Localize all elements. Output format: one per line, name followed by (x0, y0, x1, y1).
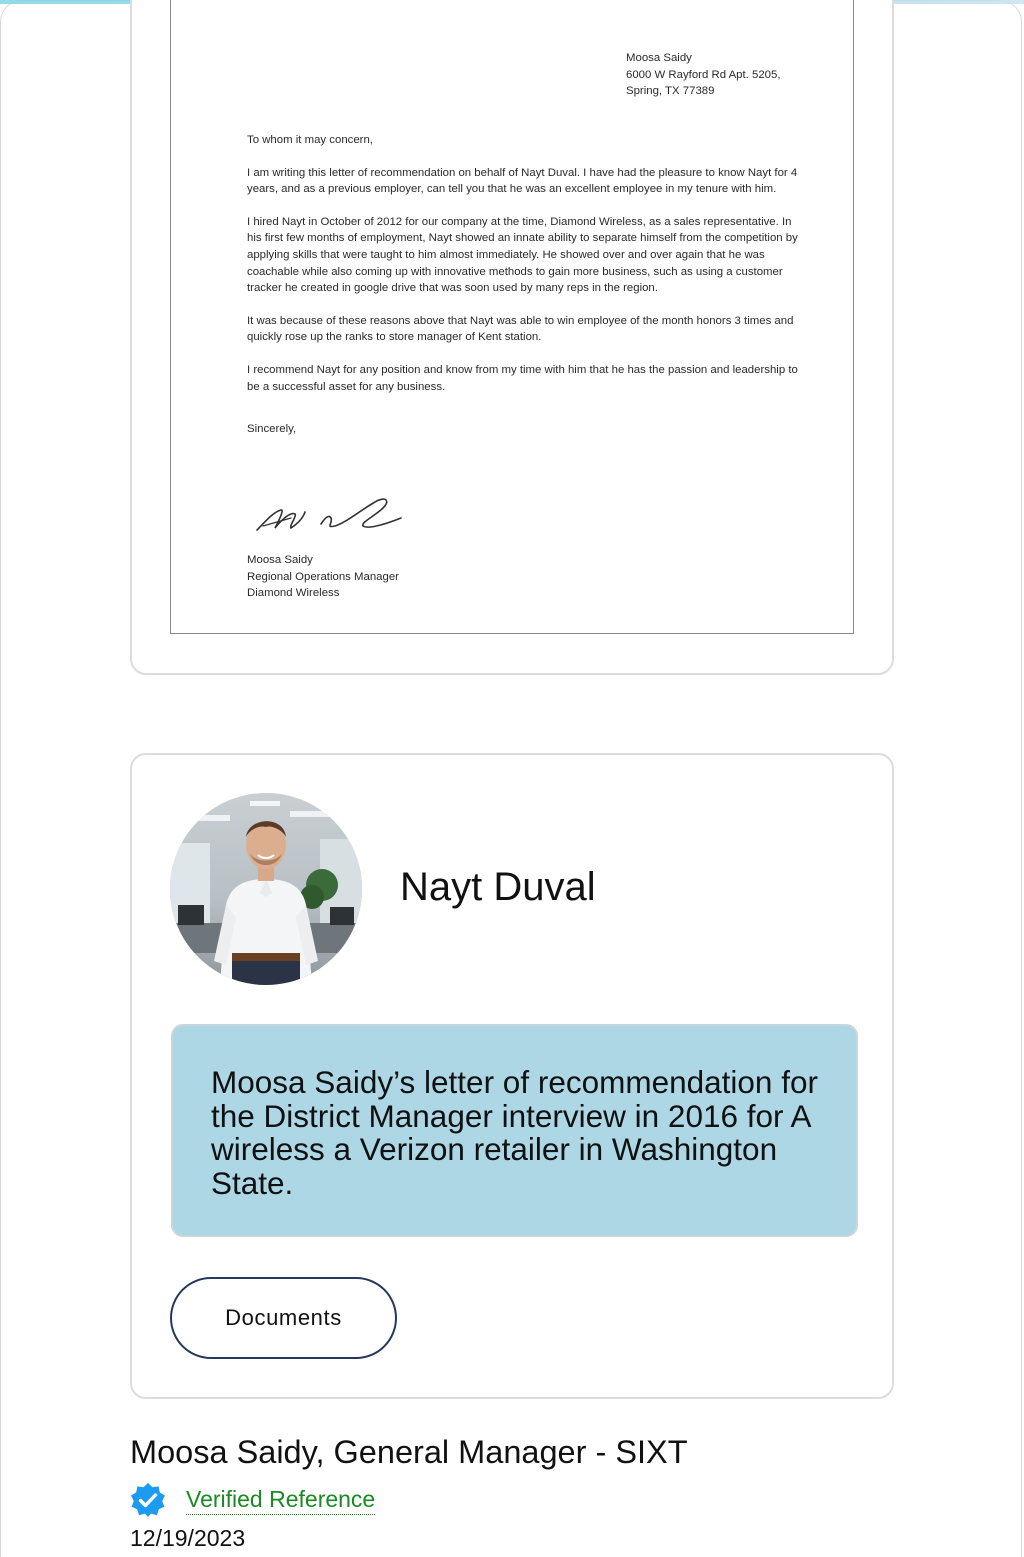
documents-button[interactable]: Documents (170, 1277, 397, 1359)
verified-row (130, 1481, 375, 1519)
reference-title: Moosa Saidy, General Manager - SIXT (130, 1434, 688, 1470)
avatar (170, 793, 362, 985)
letter-paragraph: I hired Nayt in October of 2012 for our company at the time, Diamond Wireless, as a sales representative. In his first few months of employment, Nayt showed an innate ability to separate himself from the competition by applying skills that were taught to him almost immediately. He showed over and over again that he was coachable while also coming up with innovative methods to gain more business, such as using a customer tracker he created in google drive that was soon used by many reps in the region. (247, 215, 798, 295)
person-name: Nayt Duval (400, 865, 596, 909)
signer-company: Diamond Wireless (247, 587, 340, 600)
description-text: Moosa Saidy’s letter of recommendation for the District Manager interview in 2016 for A wireless a Verizon retailer in Washington State. (211, 1064, 818, 1201)
signer-name: Moosa Saidy (247, 554, 313, 566)
verified-badge-icon (130, 1482, 166, 1518)
salutation: To whom it may concern, (247, 134, 373, 146)
reference-date: 12/19/2023 (130, 1525, 246, 1551)
signer-title: Regional Operations Manager (247, 570, 399, 583)
signer-block (247, 552, 547, 602)
letter-paragraph: It was because of these reasons above that Nayt was able to win employee of the month honors 3 times and quickly rose up the ranks to store manager of Kent station. (247, 314, 794, 344)
sender-address: Moosa Saidy 6000 W Rayford Rd Apt. 5205, Spring, TX 77389 (626, 52, 781, 98)
letter-body (247, 132, 807, 454)
closing: Sincerely, (247, 423, 297, 436)
letter-paragraph: I recommend Nayt for any position and know from my time with him that he has the passion and leadership to be a successful asset for any business. (247, 363, 798, 393)
person-photo-icon (170, 793, 362, 985)
verified-reference-link[interactable]: Verified Reference (186, 1486, 375, 1515)
letter-paragraph: I am writing this letter of recommendation on behalf of Nayt Duval. I have had the pleasure to know Nayt for 4 years, and as a previous employer, can tell you that he was an excellent employee in my tenure with him. (247, 166, 798, 196)
handwritten-signature (251, 488, 411, 538)
description-box (171, 1024, 858, 1237)
recommendation-letter-document (170, 0, 854, 634)
